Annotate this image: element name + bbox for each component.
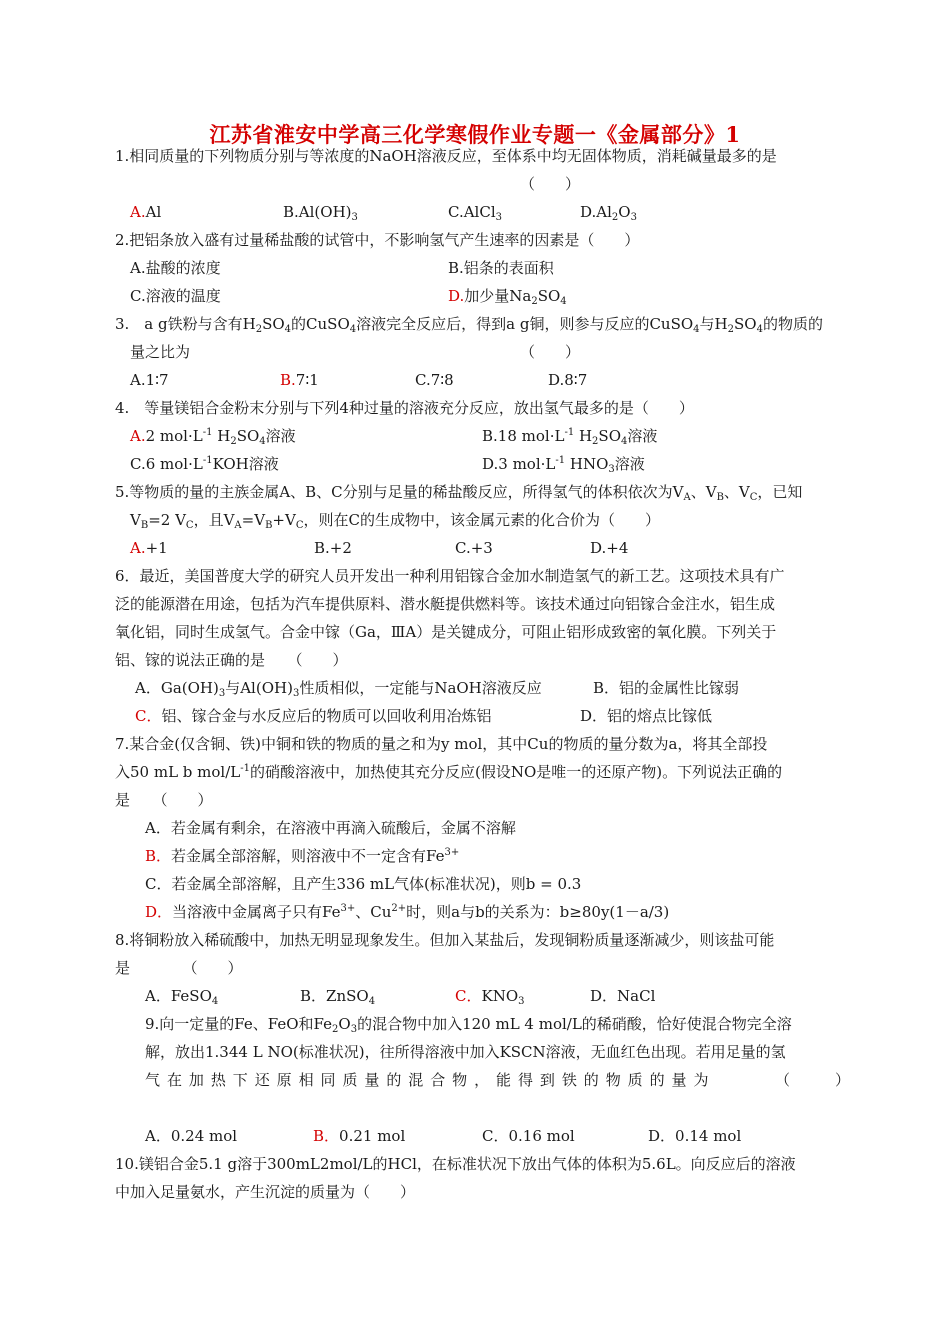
q10-stem-line1: 10.镁铝合金5.1 g溶于300mL2mol/L的HCl，在标准状况下放出气体的体积为5.6L。向反应后的溶液	[115, 1155, 796, 1173]
q4-option-c: C.6 $mol\cdot L^{-1}KOH$溶液	[130, 455, 279, 473]
q5-stem-line2: $V_B=2$ $V_C$，且$V_A=V_B+V_C$，则在C的生成物中，该金属元素的化合价为（ ）	[130, 511, 660, 531]
q3-option-c: C.7∶8	[415, 371, 454, 389]
q3-option-b: B.7∶1	[280, 371, 319, 389]
q2-stem: 2.把铝条放入盛有过量稀盐酸的试管中，不影响氢气产生速率的因素是（ ）	[115, 231, 640, 249]
q8-option-c: C．$KNO_3$	[455, 987, 525, 1007]
q7-option-d: D．当溶液中金属离子只有$Fe^{3+}$、$Cu^{2+}$时，则a与b的关系为：b≥80y(1－a/3)	[145, 903, 670, 921]
q8-stem-line1: 8.将铜粉放入稀硫酸中，加热无明显现象发生。但加入某盐后，发现铜粉质量逐渐减少，则该盐可能	[115, 931, 775, 949]
q5-option-d: D.+4	[590, 539, 629, 557]
q6-stem-line2: 泛的能源潜在用途，包括为汽车提供原料、潜水艇提供燃料等。该技术通过向铝镓合金注水，铝生成	[115, 595, 776, 613]
q5-option-a: A.+1	[130, 539, 168, 557]
q9-option-b: B．0.21 mol	[313, 1127, 406, 1145]
q4-option-a: A.2 $mol\cdot L^{-1}$ $H_2SO_4$溶液	[130, 427, 296, 447]
q6-option-c: C．铝、镓合金与水反应后的物质可以回收利用冶炼铝	[135, 707, 492, 725]
q5-stem-line1: 5.等物质的量的主族金属A、B、C分别与足量的稀盐酸反应，所得氢气的体积依次为$V_A$、$V_B$、$V_C$，已知	[115, 483, 803, 503]
q1-stem: 1.相同质量的下列物质分别与等浓度的NaOH溶液反应，至体系中均无固体物质，消耗碱量最多的是	[115, 147, 777, 165]
q7-option-c: C．若金属全部溶解，且产生336 mL气体(标准状况)，则b = 0.3	[145, 875, 582, 893]
q5-option-b: B.+2	[314, 539, 352, 557]
q6-stem-line3: 氧化铝，同时生成氢气。合金中镓（Ga，ⅢA）是关键成分，可阻止铝形成致密的氧化膜。下列关于	[115, 623, 777, 641]
q3-answer-paren: （ ）	[520, 343, 581, 361]
q9-stem-line1: 9.向一定量的Fe、FeO和$Fe_2O_3$的混合物中加入120 mL 4 mol/L的稀硝酸，恰好使混合物完全溶	[145, 1015, 792, 1035]
q7-option-a: A．若金属有剩余，在溶液中再滴入硫酸后，金属不溶解	[145, 819, 516, 837]
q6-stem-line1: 6．最近，美国普度大学的研究人员开发出一种利用铝镓合金加水制造氢气的新工艺。这项技术具有广	[115, 567, 785, 585]
q7-stem-line1: 7.某合金(仅含铜、铁)中铜和铁的物质的量之和为y mol，其中Cu的物质的量分数为a，将其全部投	[115, 735, 768, 753]
q5-option-c: C.+3	[455, 539, 493, 557]
q1-option-b: $B.Al(OH)_3$	[283, 203, 358, 223]
q1-option-d: $D.Al_2O_3$	[580, 203, 637, 223]
q8-option-d: D．NaCl	[590, 987, 656, 1005]
q6-option-a: A．$Ga(OH)_3$与$Al(OH)_3$性质相似，一定能与NaOH溶液反应	[135, 679, 542, 699]
q3-option-a: A.1∶7	[130, 371, 169, 389]
q10-stem-line2: 中加入足量氨水，产生沉淀的质量为（ ）	[115, 1183, 416, 1201]
q9-option-d: D．0.14 mol	[648, 1127, 742, 1145]
q7-stem-line3: 是 （ ）	[115, 791, 213, 809]
q6-stem-line4: 铝、镓的说法正确的是 （ ）	[115, 651, 348, 669]
q3-stem-line1: 3. a g铁粉与含有$H_2SO_4$的CuSO$_4$溶液完全反应后，得到a g铜，则参与反应的CuSO$_4$与$H_2SO_4$的物质的	[115, 315, 823, 335]
page-title: 江苏省淮安中学高三化学寒假作业专题一《金属部分》1	[209, 122, 741, 147]
q2-option-b: B.铝条的表面积	[448, 259, 554, 277]
q2-option-d: D.加少量$Na_2SO_4$	[448, 287, 567, 307]
q1-option-a: A.Al	[130, 203, 162, 221]
q9-stem-line3: 气在加热下还原相同质量的混合物，能得到铁的物质的量为	[145, 1071, 715, 1089]
q3-stem-line2: 量之比为	[130, 343, 191, 361]
q3-option-d: D.8∶7	[548, 371, 588, 389]
q2-option-c: C.溶液的温度	[130, 287, 221, 305]
q8-option-a: A．FeSO$_4$	[145, 987, 219, 1007]
q4-option-b: B.18 $mol\cdot L^{-1}$ $H_2SO_4$溶液	[482, 427, 658, 447]
q9-option-c: C．0.16 mol	[482, 1127, 575, 1145]
q7-stem-line2: 入50 mL b mol/$L^{-1}$的硝酸溶液中，加热使其充分反应(假设NO是唯一的还原产物)。下列说法正确的	[115, 763, 783, 781]
q9-option-a: A．0.24 mol	[145, 1127, 238, 1145]
q2-option-a: A.盐酸的浓度	[130, 259, 221, 277]
q9-stem-line2: 解，放出1.344 L NO(标准状况)，往所得溶液中加入KSCN溶液，无血红色出现。若用足量的氢	[145, 1043, 786, 1061]
q4-stem: 4. 等量镁铝合金粉末分别与下列4种过量的溶液充分反应，放出氢气最多的是（ ）	[115, 399, 694, 417]
q1-option-c: C.AlCl$_3$	[448, 203, 502, 223]
q6-option-d: D．铝的熔点比镓低	[580, 707, 713, 725]
q1-answer-paren: （ ）	[520, 175, 581, 193]
q8-stem-line2: 是 （ ）	[115, 959, 243, 977]
q6-option-b: B．铝的金属性比镓弱	[593, 679, 740, 697]
q9-answer-paren: （ ）	[775, 1071, 851, 1089]
q7-option-b: B．若金属全部溶解，则溶液中不一定含有$Fe^{3+}$	[145, 847, 460, 865]
q4-option-d: D.3 $mol\cdot L^{-1}$ $HNO_3$溶液	[482, 455, 645, 475]
q8-option-b: B．ZnSO$_4$	[300, 987, 376, 1007]
